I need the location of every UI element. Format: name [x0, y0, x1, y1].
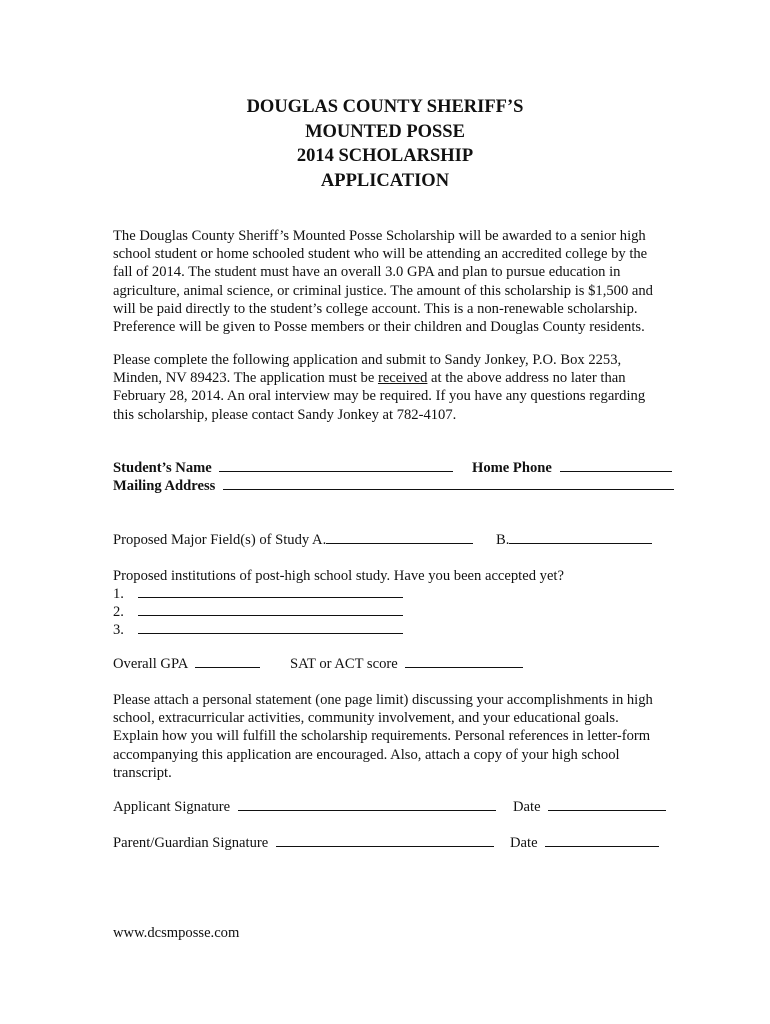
- institution-number: 3.: [113, 622, 124, 638]
- home-phone-field[interactable]: [560, 459, 672, 472]
- parent-date-field[interactable]: [545, 834, 659, 847]
- applicant-date-field[interactable]: [548, 798, 666, 811]
- submit-line: February 28, 2014. An oral interview may be required. If you have any questions regarding: [113, 388, 646, 405]
- home-phone-row: [472, 459, 672, 477]
- institution-field-2[interactable]: [138, 603, 403, 616]
- parent-signature-field[interactable]: [276, 834, 494, 847]
- sat-label: SAT or ACT score: [290, 656, 398, 672]
- mailing-address-field[interactable]: [223, 477, 674, 490]
- submit-line-2-pre: Minden, NV 89423. The application must be: [113, 370, 378, 387]
- student-name-row: [113, 459, 453, 477]
- major-b-row: [496, 531, 652, 549]
- submit-line: [113, 369, 678, 387]
- submit-line: this scholarship, please contact Sandy Jonkey at 782-4107.: [113, 406, 457, 423]
- institution-row-3: [113, 621, 403, 639]
- intro-line: The Douglas County Sheriff’s Mounted Posse Scholarship will be awarded to a senior high: [113, 228, 646, 244]
- intro-paragraph: [113, 227, 678, 336]
- statement-paragraph: [113, 691, 678, 782]
- intro-line: agriculture, animal science, or criminal justice. The amount of this scholarship is $1,500 and: [113, 282, 653, 299]
- major-b-field[interactable]: [509, 531, 652, 544]
- applicant-date-row: [513, 798, 666, 816]
- sat-field[interactable]: [405, 655, 523, 668]
- major-row: [113, 531, 473, 549]
- student-name-field[interactable]: [219, 459, 453, 472]
- statement-line: transcript.: [113, 764, 172, 781]
- home-phone-label: Home Phone: [472, 460, 552, 476]
- applicant-signature-row: [113, 798, 496, 816]
- mailing-address-row: [113, 477, 674, 495]
- parent-signature-row: [113, 834, 494, 852]
- title-line-2: MOUNTED POSSE: [305, 121, 465, 142]
- intro-line: school student or home schooled student who will be attending an accredited college by the: [113, 246, 648, 263]
- statement-line: Please attach a personal statement (one page limit) discussing your accomplishments in high: [113, 692, 653, 708]
- applicant-signature-label: Applicant Signature: [113, 799, 231, 815]
- institution-field-3[interactable]: [138, 621, 403, 634]
- institution-number: 1.: [113, 586, 124, 602]
- institution-field-1[interactable]: [138, 585, 403, 598]
- institution-row-1: [113, 585, 403, 603]
- sat-row: [290, 655, 523, 673]
- submit-line-2-post: at the above address no later than: [427, 370, 626, 387]
- intro-line: fall of 2014. The student must have an overall 3.0 GPA and plan to pursue education in: [113, 264, 621, 281]
- parent-date-label: Date: [510, 835, 538, 851]
- received-emphasis: received: [377, 370, 428, 387]
- gpa-row: [113, 655, 260, 673]
- intro-line: will be paid directly to the student’s college account. This is a non-renewable scholarship.: [113, 300, 638, 317]
- institution-row-2: [113, 603, 403, 621]
- title-line-4: APPLICATION: [320, 170, 450, 191]
- statement-line: school, extracurricular activities, community involvement, and your educational goals.: [113, 710, 619, 727]
- submit-line: Please complete the following application and submit to Sandy Jonkey, P.O. Box 2253,: [113, 352, 622, 368]
- applicant-date-label: Date: [513, 799, 541, 815]
- website-footer: www.dcsmposse.com: [113, 925, 240, 941]
- student-name-label: Student’s Name: [113, 460, 212, 476]
- document-title: [0, 95, 770, 193]
- mailing-address-label: Mailing Address: [113, 478, 216, 494]
- submit-paragraph: [113, 351, 678, 424]
- institution-number: 2.: [113, 604, 124, 620]
- title-line-1: DOUGLAS COUNTY SHERIFF’S: [246, 97, 524, 117]
- applicant-signature-field[interactable]: [238, 798, 496, 811]
- gpa-label: Overall GPA: [113, 656, 188, 672]
- statement-line: Explain how you will fulfill the scholarship requirements. Personal references in letter-form: [113, 728, 651, 745]
- institutions-label: Proposed institutions of post-high school study. Have you been accepted yet?: [113, 568, 564, 584]
- parent-signature-label: Parent/Guardian Signature: [113, 835, 269, 851]
- statement-line: accompanying this application are encouraged. Also, attach a copy of your high school: [113, 746, 620, 763]
- gpa-field[interactable]: [195, 655, 260, 668]
- title-line-3: 2014 SCHOLARSHIP: [296, 146, 474, 166]
- intro-line: Preference will be given to Posse members or their children and Douglas County residents.: [113, 319, 645, 336]
- major-a-field[interactable]: [326, 531, 473, 544]
- parent-date-row: [510, 834, 659, 852]
- major-label: Proposed Major Field(s) of Study A.: [113, 532, 327, 548]
- major-b-label: B.: [496, 532, 510, 548]
